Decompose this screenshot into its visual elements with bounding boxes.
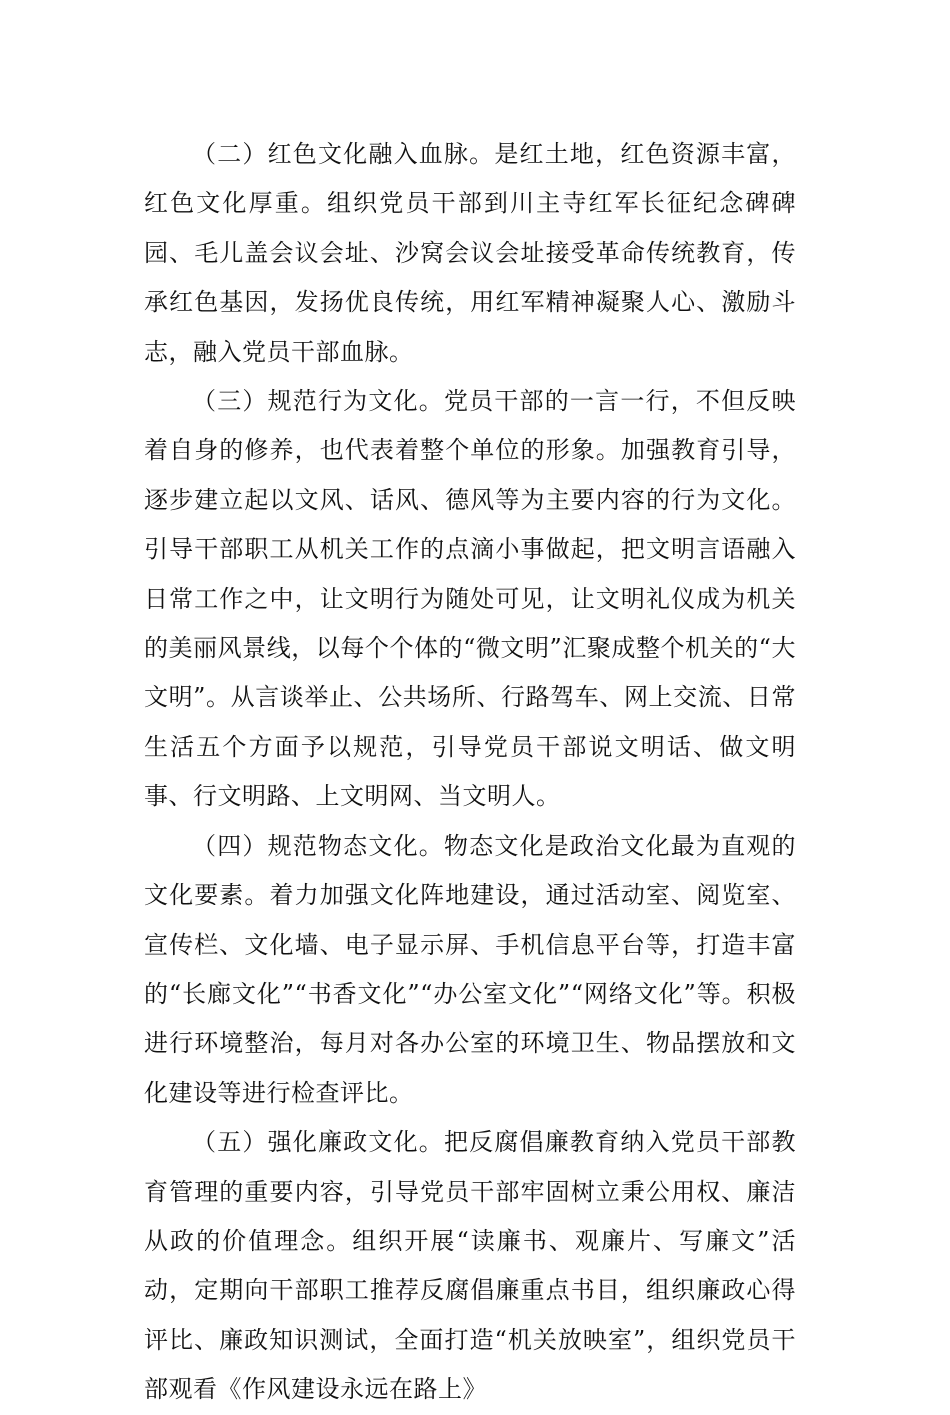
paragraph-material-culture: （四）规范物态文化。物态文化是政治文化最为直观的文化要素。着力加强文化阵地建设，通过活动室、阅览室、宣传栏、文化墙、电子显示屏、手机信息平台等，打造丰富的“长廊文化”“书香文化”“办公室文化”“网络文化”等。积极进行环境整治，每月对各办公室的环境卫生、物品摆放和文化建设等进行检查评比。 [144,831,796,1107]
paragraph-behavior-culture: （三）规范行为文化。党员干部的一言一行，不但反映着自身的修养，也代表着整个单位的形象。加强教育引导，逐步建立起以文风、话风、德风等为主要内容的行为文化。引导干部职工从机关工作的点滴小事做起，把文明言语融入日常工作之中，让文明行为随处可见，让文明礼仪成为机关的美丽风景线，以每个个体的“微文明”汇聚成整个机关的“大文明”。从言谈举止、公共场所、行路驾车、网上交流、日常生活五个方面予以规范，引导党员干部说文明话、做文明事、行文明路、上文明网、当文明人。 [144,387,796,811]
paragraph-red-culture: （二）红色文化融入血脉。是红土地，红色资源丰富，红色文化厚重。组织党员干部到川主寺红军长征纪念碑碑园、毛儿盖会议会址、沙窝会议会址接受革命传统教育，传承红色基因，发扬优良传统，用红军精神凝聚人心、激励斗志，融入党员干部血脉。 [144,140,796,366]
document-body [144,130,796,1415]
paragraph-integrity-culture: （五）强化廉政文化。把反腐倡廉教育纳入党员干部教育管理的重要内容，引导党员干部牢固树立秉公用权、廉洁从政的价值理念。组织开展“读廉书、观廉片、写廉文”活动，定期向干部职工推荐反腐倡廉重点书目，组织廉政心得评比、廉政知识测试，全面打造“机关放映室”，组织党员干部观看《作风建设永远在路上》 [144,1128,796,1404]
